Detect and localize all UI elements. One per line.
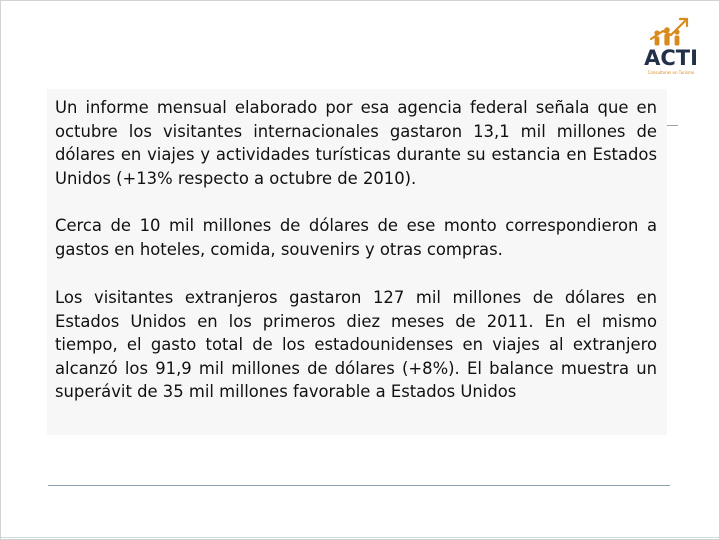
- paragraph-2: Cerca de 10 mil millones de dólares de ese monto correspondieron a gastos en hoteles, comida, souvenirs y otras compras.: [55, 216, 657, 259]
- paragraph-1: Un informe mensual elaborado por esa agencia federal señala que en octubre los visitantes internacionales gastaron 13,1 mil millones de dólares en viajes y actividades turísticas durante su estancia en Estados Unidos (+13% respecto a octubre de 2010).: [55, 98, 657, 188]
- footer-rule: [48, 485, 670, 486]
- paragraph-3: Los visitantes extranjeros gastaron 127 mil millones de dólares en Estados Unidos en los primeros diez meses de 2011. En el mismo tiempo, el gasto total de los estadounidenses en viajes al extranjero alcanzó los 91,9 mil millones de dólares (+8%). El balance muestra un superávit de 35 mil millones favorable a Estados Unidos: [55, 288, 657, 401]
- logo-wordmark: ACTI: [644, 46, 698, 70]
- text-panel: [47, 89, 667, 435]
- people-chart-icon: [647, 13, 695, 47]
- logo-tagline: Consultores en Turismo: [647, 70, 695, 75]
- acti-logo: [635, 13, 707, 79]
- bottom-border: [1, 537, 720, 538]
- decorative-dash: [666, 125, 678, 126]
